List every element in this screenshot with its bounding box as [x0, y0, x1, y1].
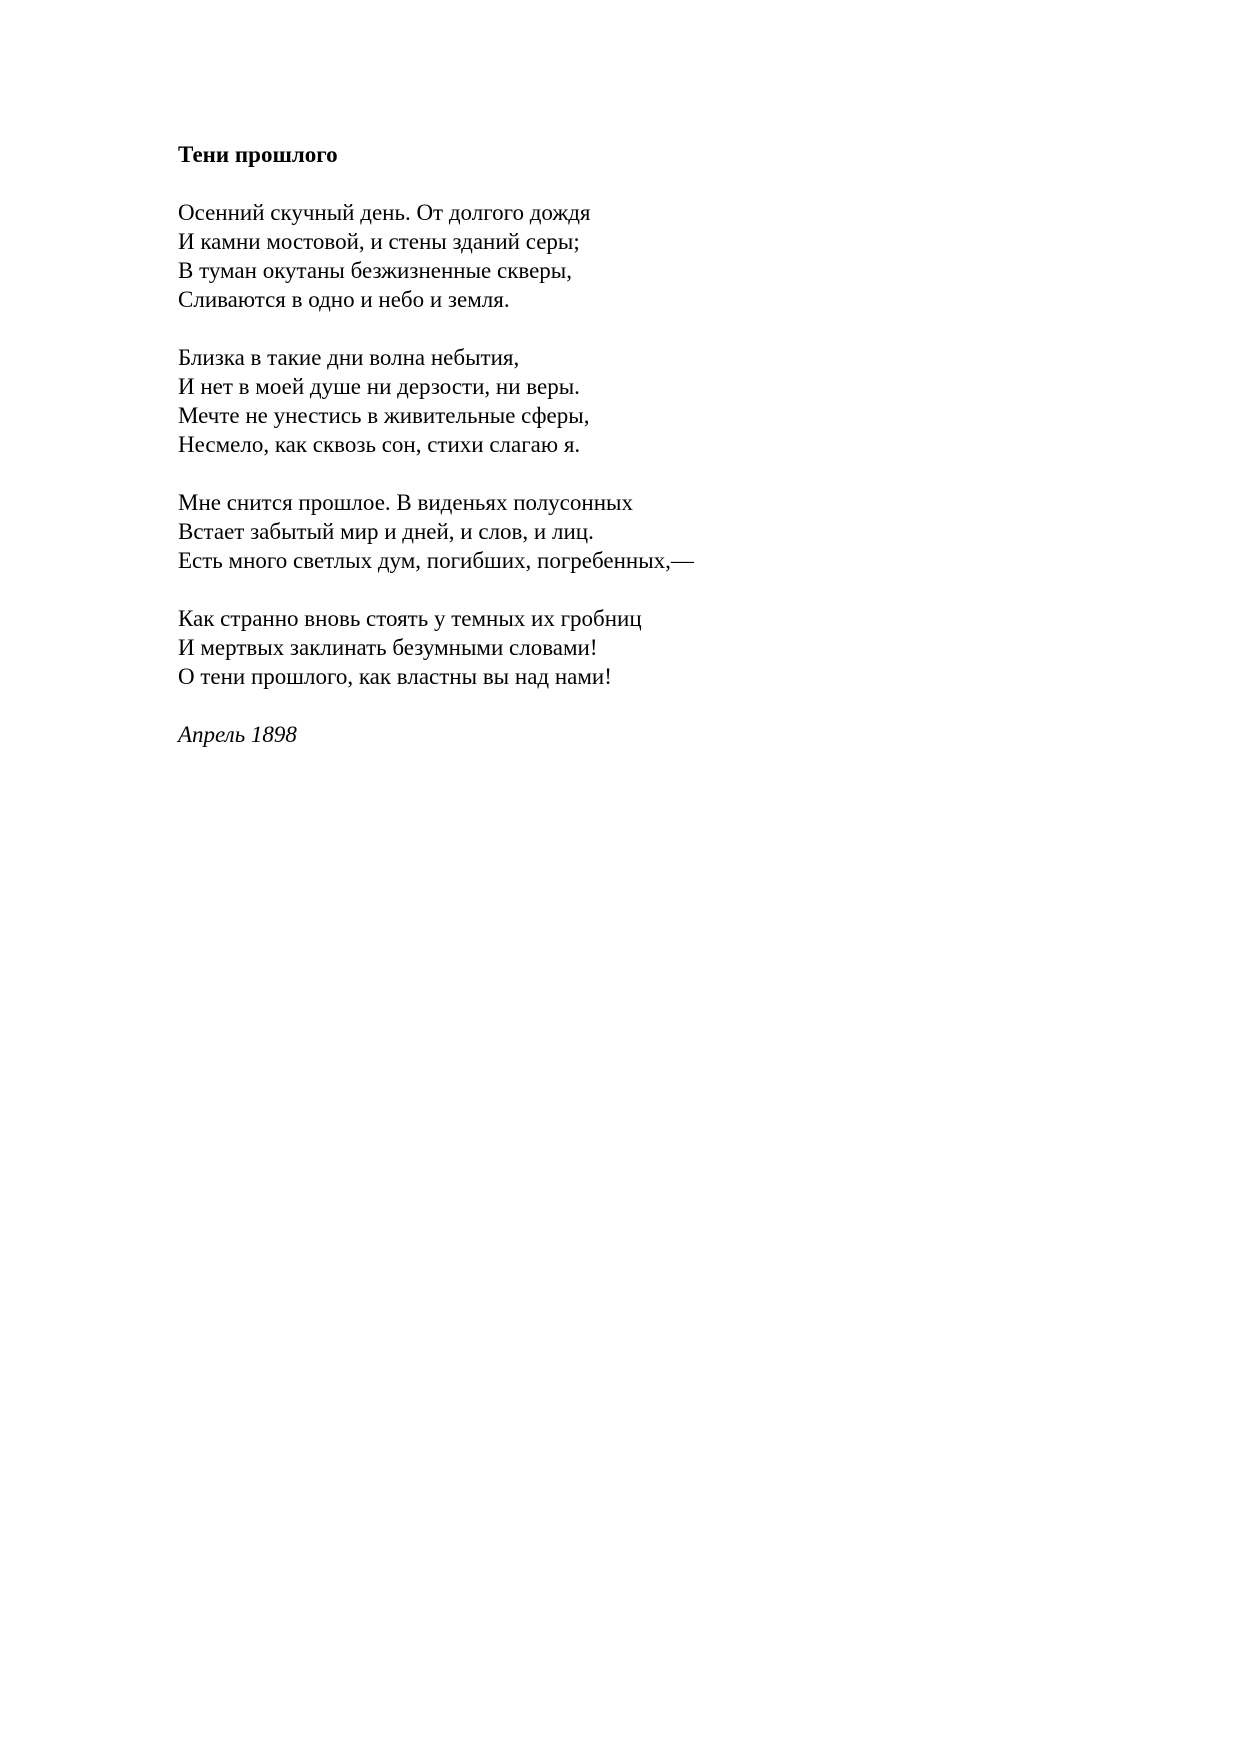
stanza-2 [178, 343, 1078, 459]
poem-line: И камни мостовой, и стены зданий серы; [178, 229, 580, 254]
poem-line: И мертвых заклинать безумными словами! [178, 635, 598, 660]
poem-line: Близка в такие дни волна небытия, [178, 345, 520, 370]
stanza-4 [178, 604, 1078, 691]
stanza-1 [178, 198, 1078, 314]
poem-line: Осенний скучный день. От долгого дождя [178, 200, 591, 225]
poem-line: О тени прошлого, как властны вы над нами! [178, 664, 612, 689]
poem-line: Мечте не унестись в живительные сферы, [178, 403, 590, 428]
poem-line: Есть много светлых дум, погибших, погребенных,— [178, 548, 694, 573]
poem-line: Сливаются в одно и небо и земля. [178, 287, 510, 312]
poem-line: Мне снится прошлое. В виденьях полусонных [178, 490, 633, 515]
poem-line: В туман окутаны безжизненные скверы, [178, 258, 573, 283]
poem-title: Тени прошлого [178, 142, 338, 167]
poem-line: Несмело, как сквозь сон, стихи слагаю я. [178, 432, 581, 457]
poem-line: И нет в моей душе ни дерзости, ни веры. [178, 374, 580, 399]
poem-line: Как странно вновь стоять у темных их гробниц [178, 606, 642, 631]
stanza-3 [178, 488, 1078, 575]
poem-line: Встает забытый мир и дней, и слов, и лиц. [178, 519, 594, 544]
poem-body [178, 140, 1078, 749]
poem-date: Апрель 1898 [178, 722, 297, 747]
